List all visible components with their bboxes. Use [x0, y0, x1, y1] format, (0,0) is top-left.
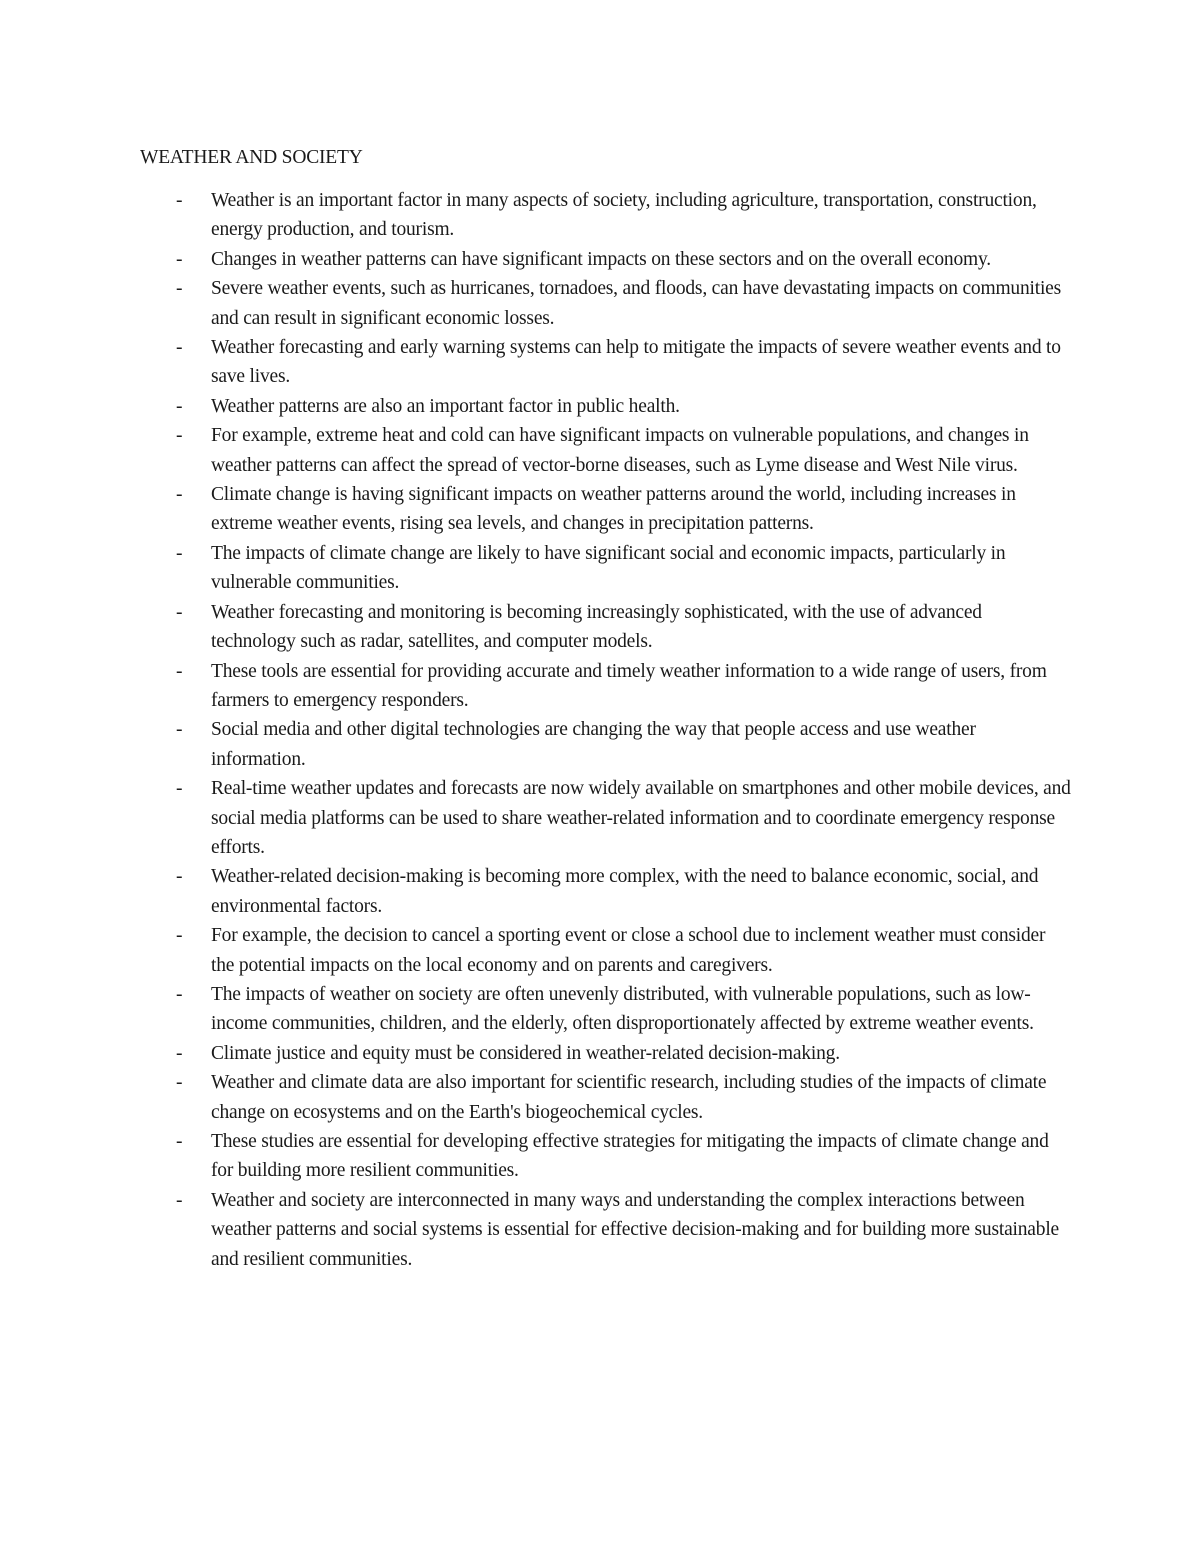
document-title: WEATHER AND SOCIETY: [140, 147, 363, 168]
bullet-text: The impacts of weather on society are often unevenly distributed, with vulnerable populations, such as low-income communities, children, and the elderly, often disproportionately affected by extreme weather events.: [211, 983, 1034, 1035]
bullet-dash: -: [176, 484, 183, 506]
bullet-text: Weather and climate data are also important for scientific research, including studies of the impacts of climate change on ecosystems and on the Earth's biogeochemical cycles.: [211, 1072, 1047, 1123]
bullet-dash: -: [176, 542, 183, 564]
list-item: [0, 245, 1071, 274]
bullet-dash: -: [176, 866, 183, 888]
bullet-text: These studies are essential for developing effective strategies for mitigating the impacts of climate change and for building more resilient communities.: [211, 1131, 1049, 1182]
list-item: [0, 980, 1071, 1039]
list-item: [0, 480, 1071, 539]
bullet-dash: -: [176, 601, 183, 623]
bullet-text: Real-time weather updates and forecasts are now widely available on smartphones and other mobile devices, and social media platforms can be used to share weather-related information and to coordinate emergency response efforts.: [211, 778, 1071, 858]
bullet-dash: -: [176, 778, 183, 800]
bullet-text: Weather-related decision-making is becoming more complex, with the need to balance economic, social, and environmental factors.: [211, 866, 1039, 917]
list-item: [0, 921, 1071, 980]
bullet-text: Changes in weather patterns can have significant impacts on these sectors and on the overall economy.: [211, 248, 991, 270]
bullet-text: Social media and other digital technologies are changing the way that people access and use weather information.: [211, 719, 976, 770]
list-item: [0, 1068, 1071, 1127]
list-item: [0, 1039, 1071, 1068]
bullet-text: Weather and society are interconnected in many ways and understanding the complex interactions between weather patterns and social systems is essential for effective decision-making and for building more sustainable and resilient communities.: [211, 1189, 1059, 1270]
bullet-dash: -: [176, 1072, 183, 1094]
bullet-text: The impacts of climate change are likely to have significant social and economic impacts, particularly in vulnerable communities.: [211, 542, 1006, 594]
bullet-dash: -: [176, 248, 183, 270]
list-item: [0, 1127, 1071, 1186]
list-item: [0, 657, 1071, 716]
list-item: [0, 333, 1071, 392]
list-item: [0, 421, 1071, 480]
bullet-dash: -: [176, 1189, 183, 1211]
bullet-dash: -: [176, 660, 183, 682]
bullet-text: These tools are essential for providing accurate and timely weather information to a wide range of users, from farmers to emergency responders.: [211, 660, 1047, 711]
bullet-dash: -: [176, 425, 183, 447]
list-item: [0, 715, 1071, 774]
bullet-text: For example, extreme heat and cold can have significant impacts on vulnerable populations, and changes in weather patterns can affect the spread of vector-borne diseases, such as Lyme disease and West Nile virus.: [211, 425, 1029, 476]
bullet-dash: -: [176, 190, 183, 211]
list-item: [0, 392, 1071, 421]
bullet-dash: -: [176, 719, 183, 741]
bullet-dash: -: [176, 1131, 183, 1152]
bullet-text: Climate change is having significant impacts on weather patterns around the world, including increases in extreme weather events, rising sea levels, and changes in precipitation patterns.: [211, 484, 1016, 535]
list-item: [0, 774, 1071, 862]
bullet-text: Weather forecasting and monitoring is becoming increasingly sophisticated, with the use of advanced technology such as radar, satellites, and computer models.: [211, 601, 982, 653]
bullet-text: Weather is an important factor in many aspects of society, including agriculture, transportation, construction, energy production, and tourism.: [211, 190, 1037, 241]
bullet-dash: -: [176, 278, 183, 300]
list-item: [0, 862, 1071, 921]
list-item: [0, 598, 1071, 657]
list-item: [0, 186, 1071, 245]
bullet-text: Weather forecasting and early warning systems can help to mitigate the impacts of severe weather events and to save lives.: [211, 337, 1061, 388]
list-item: [0, 1186, 1071, 1274]
bullet-text: Severe weather events, such as hurricanes, tornadoes, and floods, can have devastating impacts on communities and can result in significant economic losses.: [211, 278, 1062, 329]
bullet-dash: -: [176, 983, 183, 1005]
bullet-text: Weather patterns are also an important factor in public health.: [211, 395, 680, 417]
bullet-dash: -: [176, 337, 183, 359]
bullet-dash: -: [176, 395, 183, 417]
bullet-dash: -: [176, 1042, 183, 1064]
bullet-dash: -: [176, 925, 183, 947]
bullet-list: [0, 186, 1200, 1274]
bullet-text: For example, the decision to cancel a sporting event or close a school due to inclement weather must consider the potential impacts on the local economy and on parents and caregivers.: [211, 925, 1046, 976]
bullet-text: Climate justice and equity must be considered in weather-related decision-making.: [211, 1042, 840, 1064]
list-item: [0, 274, 1071, 333]
list-item: [0, 539, 1071, 598]
